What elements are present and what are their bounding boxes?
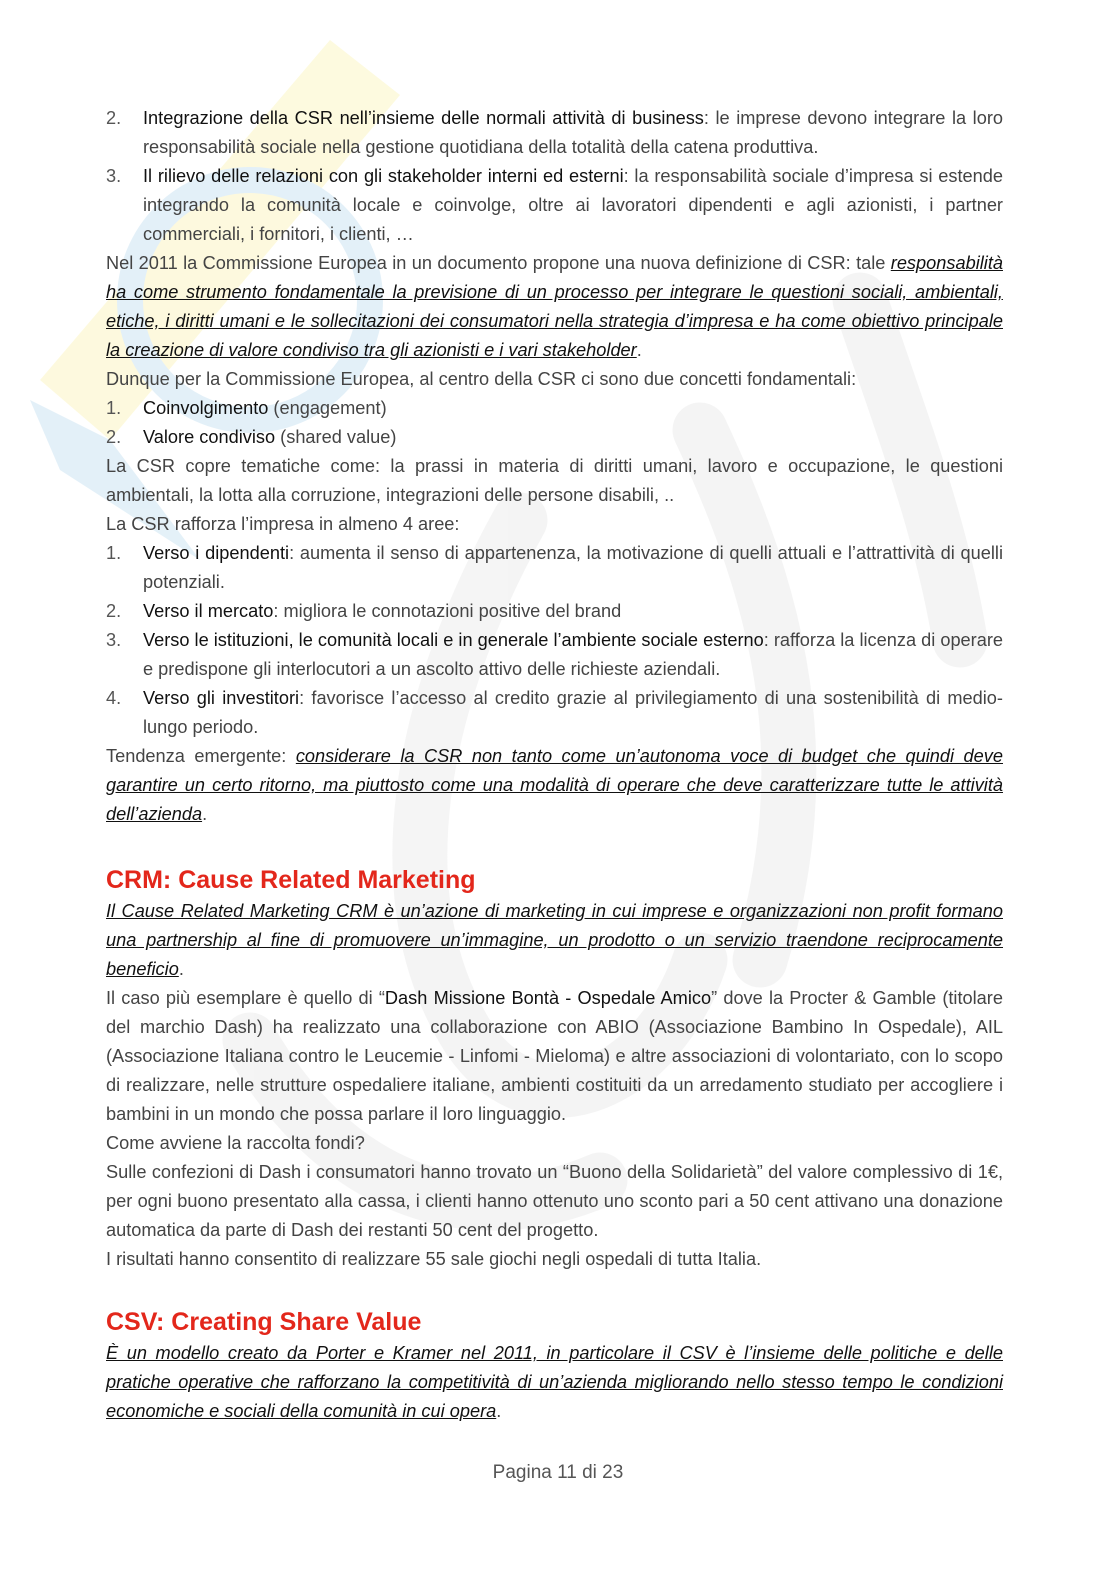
- emphasized-text: È un modello creato da Porter e Kramer nel 2011, in particolare il CSV è l’insieme delle politiche e delle pratiche operative che rafforzano la competitività di un’azienda migliorando nello stesso tempo le condizioni economiche e sociali della comunità in cui opera: [106, 1343, 1003, 1421]
- list-number: 4.: [106, 688, 122, 708]
- csr-principles-list: [106, 104, 1003, 249]
- paragraph-text: Nel 2011 la Commissione Europea in un documento propone una nuova definizione di CSR: tale: [106, 253, 891, 273]
- list-item-text: : la responsabilità sociale d’impresa si estende integrando la comunità locale e coinvolge, oltre ai lavoratori dipendenti e agli azionisti, i partner commerciali, i fornitori, i clienti, …: [143, 166, 1003, 244]
- list-item-text: : aumenta il senso di appartenenza, la motivazione di quelli attuali e l’attrattività di quelli potenziali.: [143, 543, 1003, 592]
- paragraph-text: .: [636, 340, 642, 360]
- list-item-text: : migliora le connotazioni positive del brand: [273, 601, 622, 621]
- list-item: [106, 104, 1003, 162]
- document-body: [106, 104, 1003, 1426]
- crm-case-paragraph: [106, 984, 1003, 1129]
- concepts-list: [106, 394, 1003, 452]
- list-number: 2.: [106, 601, 122, 621]
- list-item: [106, 423, 1003, 452]
- paragraph-two-concepts: Dunque per la Commissione Europea, al centro della CSR ci sono due concetti fondamentali:: [106, 369, 857, 389]
- paragraph-text: Il caso più esemplare è quello di “: [106, 988, 385, 1008]
- list-item: [106, 626, 1003, 684]
- list-item-text: (shared value): [275, 427, 397, 447]
- page-number: Pagina 11 di 23: [492, 1462, 624, 1483]
- list-item-text: : favorisce l’accesso al credito grazie al privilegiamento di una sostenibilità di medio-lungo periodo.: [143, 688, 1003, 737]
- paragraph-emerging-trend: [106, 742, 1003, 829]
- list-item-title: Valore condiviso: [143, 427, 276, 447]
- list-item: [106, 597, 1003, 626]
- list-item-text: : le imprese devono integrare la loro responsabilità sociale nella gestione quotidiana della totalità della catena produttiva.: [143, 108, 1003, 157]
- list-item-title: Verso i dipendenti: [143, 543, 290, 563]
- list-item-title: Coinvolgimento: [143, 398, 269, 418]
- list-item: [106, 162, 1003, 249]
- list-number: 1.: [106, 398, 122, 418]
- list-item-title: Verso le istituzioni, le comunità locali e in generale l’ambiente sociale esterno: [143, 630, 764, 650]
- crm-heading: CRM: Cause Related Marketing: [106, 866, 476, 894]
- list-item-title: Integrazione della CSR nell’insieme delle normali attività di business: [143, 108, 704, 128]
- csv-definition: [106, 1339, 1003, 1426]
- list-item-text: : rafforza la licenza di operare e predispone gli interlocutori a un ascolto attivo delle richieste aziendali.: [143, 630, 1004, 679]
- csv-heading: CSV: Creating Share Value: [106, 1308, 422, 1336]
- csr-areas-list: [106, 539, 1003, 742]
- case-name: Dash Missione Bontà - Ospedale Amico: [384, 988, 712, 1008]
- paragraph-text: .: [202, 804, 208, 824]
- paragraph-eu-definition: [106, 249, 1003, 365]
- emphasized-text: responsabilità ha come strumento fondamentale la previsione di un processo per integrare le questioni sociali, ambientali, etiche, i diritti umani e le sollecitazioni dei consumatori nella strategia d’impresa e ha come obiettivo principale la creazione di valore condiviso tra gli azionisti e i vari stakeholder: [106, 253, 1003, 360]
- list-item-title: Verso il mercato: [143, 601, 274, 621]
- list-number: 3.: [106, 630, 122, 650]
- list-item: [106, 539, 1003, 597]
- list-item-title: Verso gli investitori: [143, 688, 300, 708]
- paragraph-text: .: [496, 1401, 502, 1421]
- paragraph-text: .: [178, 959, 184, 979]
- emphasized-text: considerare la CSR non tanto come un’autonoma voce di budget che quindi deve garantire un certo ritorno, ma piuttosto come una modalità di operare che deve caratterizzare tutte le attività dell’azienda: [106, 746, 1003, 824]
- list-item: [106, 684, 1003, 742]
- crm-definition: [106, 897, 1003, 984]
- list-number: 3.: [106, 166, 122, 186]
- list-item-text: (engagement): [268, 398, 387, 418]
- paragraph-csr-areas: La CSR rafforza l’impresa in almeno 4 aree:: [106, 514, 460, 534]
- emphasized-text: Il Cause Related Marketing CRM è un’azione di marketing in cui imprese e organizzazioni non profit formano una partnership al fine di promuovere un’immagine, un prodotto o un servizio traendone reciprocamente beneficio: [106, 901, 1003, 979]
- list-number: 2.: [106, 108, 122, 128]
- paragraph-csr-topics: La CSR copre tematiche come: la prassi in materia di diritti umani, lavoro e occupazione, le questioni ambientali, la lotta alla corruzione, integrazioni delle persone disabili, ..: [106, 456, 1003, 505]
- paragraph-text: ” dove la Procter & Gamble (titolare del marchio Dash) ha realizzato una collaborazione con ABIO (Associazione Bambino In Ospedale), AIL (Associazione Italiana contro le Leucemie - Linfomi - Mieloma) e altre associazioni di volontariato, con lo scopo di realizzare, nelle strutture ospedaliere italiane, ambienti costituiti da un arredamento studiato per accogliere i bambini in un mondo che possa parlare il loro linguaggio.: [106, 988, 1003, 1124]
- crm-question: Come avviene la raccolta fondi?: [106, 1133, 365, 1153]
- list-item: [106, 394, 1003, 423]
- list-item-title: Il rilievo delle relazioni con gli stakeholder interni ed esterni: [143, 166, 624, 186]
- list-number: 2.: [106, 427, 122, 447]
- paragraph-text: Tendenza emergente:: [106, 746, 296, 766]
- crm-result: I risultati hanno consentito di realizzare 55 sale giochi negli ospedali di tutta Italia.: [106, 1249, 762, 1269]
- list-number: 1.: [106, 543, 122, 563]
- crm-answer: Sulle confezioni di Dash i consumatori hanno trovato un “Buono della Solidarietà” del valore complessivo di 1€, per ogni buono presentato alla cassa, i clienti hanno ottenuto uno sconto pari a 50 cent attivano una donazione automatica da parte di Dash dei restanti 50 cent del progetto.: [106, 1162, 1003, 1240]
